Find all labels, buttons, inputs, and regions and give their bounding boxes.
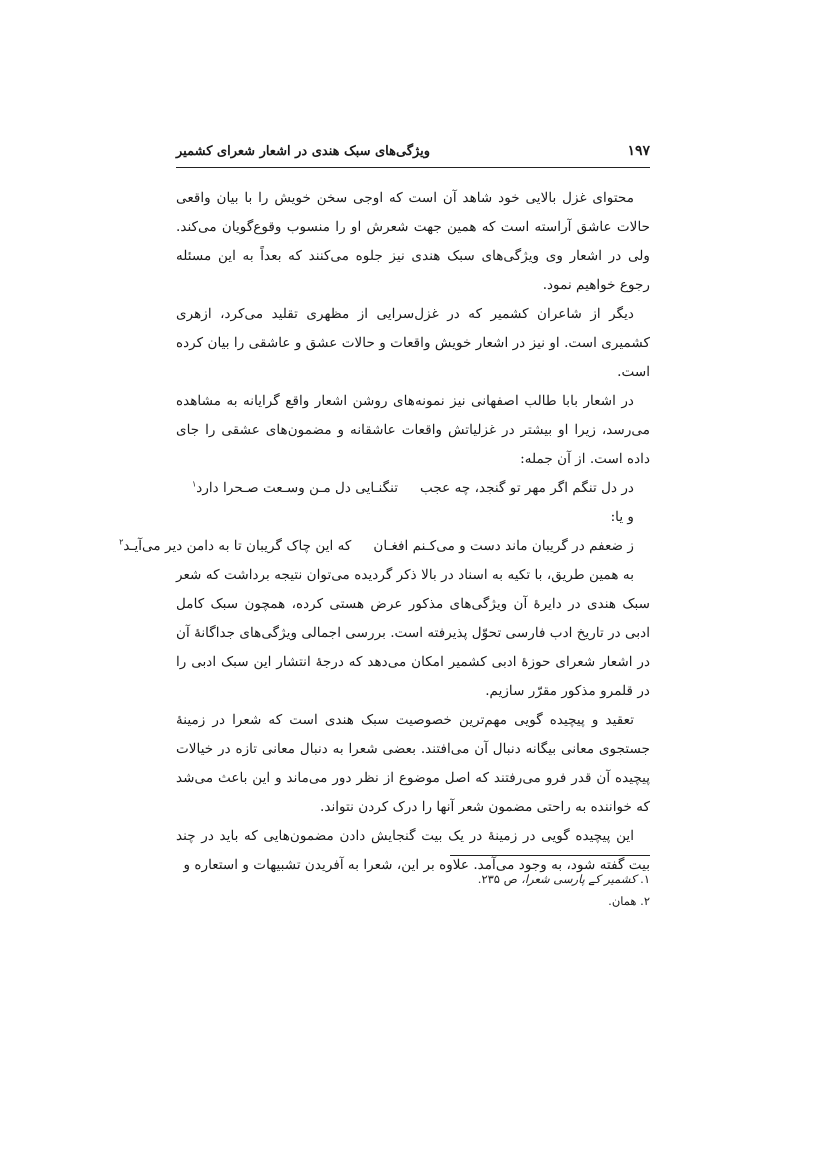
paragraph: محتوای غزل بالایی خود شاهد آن است که اوجی سخن خویش را با بیان واقعی حالات عاشق آراسته است که همین جهت شعرش او را منسوب وقوع‌گویان می‌کند. ولی در اشعار وی ویژگی‌های سبک هندی نیز جلوه می‌کنند که بعداً به این مسئله رجوع خواهیم نمود. (176, 190, 650, 293)
verse-hemistich-first: در دل تنگم اگر مهر تو گنجد، چه عجب (420, 480, 634, 496)
verse-connector: و یا: (610, 509, 634, 525)
verse-hemistich-second (119, 532, 351, 561)
footnote-source-title: کشمیر کے پارسی شعرا، (521, 872, 637, 886)
paragraph: دیگر از شاعران کشمیر که در غزل‌سرایی از مظهری تقلید می‌کرد، ازهری کشمیری است. او نیز در اشعار خویش واقعات و حالات عشق و عاشقی را بیان کرده است. (176, 306, 650, 380)
paragraph: تعقید و پیچیده گویی مهم‌ترین خصوصیت سبک هندی است که شعرا در زمینهٔ جستجوی معانی بیگانه دنبال آن می‌افتند. بعضی شعرا به دنبال معانی تازه در خیالات پیچیده آن قدر فرو می‌رفتند که اصل موضوع از نظر دور می‌ماند و این باعث می‌شد که خواننده به راحتی مضمون شعر آنها را درک کردن نتواند. (176, 712, 650, 815)
page-header (176, 140, 650, 168)
footnote-marker: ۲ (119, 537, 124, 547)
footnote-reference: ص ۲۳۵. (477, 872, 518, 886)
footnote (176, 868, 650, 890)
footnote-marker: ۱ (191, 479, 197, 489)
paragraph: به همین طریق، با تکیه به اسناد در بالا ذکر گردیده می‌توان نتیجه برداشت که شعر سبک هندی در دایرهٔ آن ویژگی‌های مذکور عرض هستی کرده، همچون سبک کامل ادبی در تاریخ ادب فارسی تحوّل پذیرفته است. بررسی اجمالی ویژگی‌های جداگانهٔ آن در اشعار شعرای حوزهٔ ادبی کشمیر امکان می‌دهد که درجهٔ انتشار این سبک ادبی را در قلمرو مذکور مقرّر سازیم. (176, 567, 650, 699)
verse-hemistich-text: تنگنـایی دل مـن وسـعت صـحرا دارد (196, 480, 399, 496)
main-text (119, 184, 650, 880)
paragraph: این پیچیده گویی در زمینهٔ در یک بیت گنجایش دادن مضمون‌هایی که باید در چند بیت گفته شود، به وجود می‌آمد. علاوه بر این، شعرا به آفریدن تشبیهات و استعاره و (176, 828, 650, 873)
verse-hemistich-text: که این چاک گریبان تا به دامن دیر می‌آیـد (123, 538, 352, 554)
verse-line (119, 532, 650, 561)
page-number: ۱۹۷ (627, 143, 650, 159)
footnote-number: ۱. (640, 872, 650, 886)
footnote-number: ۲. (640, 894, 650, 908)
running-title: ویژگی‌های سبک هندی در اشعار شعرای کشمیر (176, 144, 431, 159)
book-page (119, 140, 650, 908)
verse-line (176, 474, 650, 503)
verse-hemistich-second (192, 474, 398, 503)
footnotes (176, 868, 650, 912)
verse-hemistich-first: ز ضعفم در گریبان ماند دست و می‌کـنم افغـان (373, 538, 634, 554)
footnote-divider (450, 855, 650, 856)
footnote (176, 890, 650, 912)
paragraph: در اشعار بابا طالب اصفهانی نیز نمونه‌های روشن اشعار واقع گرایانه به مشاهده می‌رسد، زیرا او بیشتر در غزلیاتش واقعات عاشقانه و مضمون‌های عشقی را جای داده است. از آن جمله: (176, 393, 650, 467)
footnote-reference: همان. (608, 894, 637, 908)
